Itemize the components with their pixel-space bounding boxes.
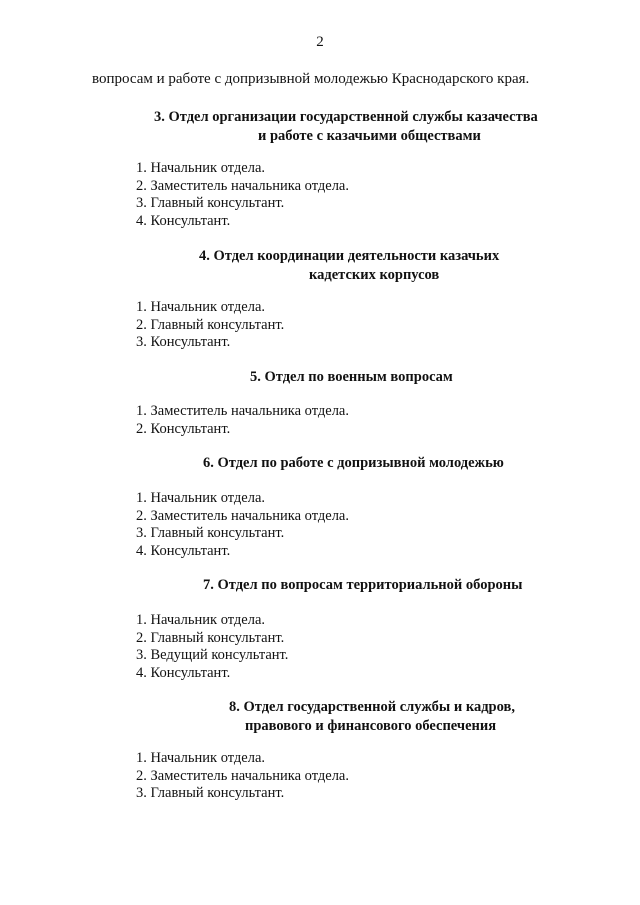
position-list-6 <box>136 490 349 560</box>
list-item: 1. Начальник отдела. <box>136 299 266 315</box>
list-item: 3. Ведущий консультант. <box>136 647 289 664</box>
list-item: 1. Начальник отдела. <box>136 750 266 766</box>
section-title-line: правового и финансового обеспечения <box>245 718 497 734</box>
list-item: 4. Консультант. <box>136 664 231 681</box>
section-title-8 <box>0 698 640 736</box>
list-item: 1. Заместитель начальника отдела. <box>136 403 349 419</box>
list-item: 3. Главный консультант. <box>136 785 285 802</box>
section-title-7 <box>0 576 640 595</box>
list-item: 4. Консультант. <box>136 542 231 559</box>
list-item: 2. Заместитель начальника отдела. <box>136 177 349 194</box>
section-title-line: 4. Отдел координации деятельности казачьих <box>199 248 500 264</box>
list-item: 3. Главный консультант. <box>136 195 285 212</box>
list-item: 1. Начальник отдела. <box>136 160 266 176</box>
section-title-line: 3. Отдел организации государственной службы казачества <box>154 109 538 125</box>
section-title-6 <box>0 454 640 473</box>
page-number: 2 <box>316 34 324 50</box>
position-list-8 <box>136 750 349 803</box>
section-title-3 <box>0 108 640 146</box>
section-title-line: и работе с казачьими обществами <box>258 128 481 144</box>
list-item: 2. Заместитель начальника отдела. <box>136 507 349 524</box>
list-item: 1. Начальник отдела. <box>136 612 266 628</box>
section-title-line: 7. Отдел по вопросам территориальной обороны <box>203 577 523 593</box>
list-item: 2. Заместитель начальника отдела. <box>136 767 349 784</box>
position-list-3 <box>136 160 349 230</box>
list-item: 2. Главный консультант. <box>136 629 285 646</box>
section-title-line: 5. Отдел по военным вопросам <box>250 369 453 385</box>
list-item: 3. Консультант. <box>136 334 231 351</box>
section-title-5 <box>0 368 640 387</box>
list-item: 1. Начальник отдела. <box>136 490 266 506</box>
intro-text: вопросам и работе с допризывной молодежью Краснодарского края. <box>92 71 530 87</box>
list-item: 3. Главный консультант. <box>136 525 285 542</box>
section-title-4 <box>0 247 640 285</box>
position-list-5 <box>136 403 349 438</box>
list-item: 2. Главный консультант. <box>136 316 285 333</box>
section-title-line: 6. Отдел по работе с допризывной молодежью <box>203 455 504 471</box>
position-list-7 <box>136 612 288 682</box>
section-title-line: кадетских корпусов <box>309 267 440 283</box>
list-item: 2. Консультант. <box>136 420 231 437</box>
list-item: 4. Консультант. <box>136 212 231 229</box>
position-list-4 <box>136 299 284 352</box>
section-title-line: 8. Отдел государственной службы и кадров, <box>229 699 515 715</box>
